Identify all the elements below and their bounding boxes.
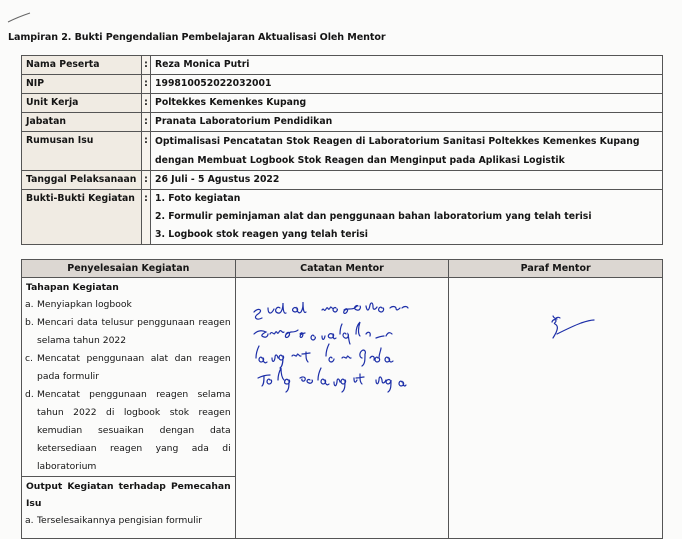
- bukti-number: 3.: [155, 229, 166, 240]
- bukti-text: Formulir peminjaman alat dan penggunaan bahan laboratorium yang telah terisi: [168, 211, 592, 222]
- colon: :: [142, 56, 151, 75]
- info-label: NIP: [22, 75, 142, 94]
- info-label: Unit Kerja: [22, 94, 142, 113]
- item-text: Mencari data telusur penggunaan reagen selama tahun 2022: [37, 317, 231, 346]
- header-penyelesaian: Penyelesaian Kegiatan: [22, 260, 236, 278]
- bukti-item: [155, 208, 658, 226]
- info-label: Bukti-Bukti Kegiatan: [22, 190, 142, 245]
- info-row-tanggal: [22, 171, 663, 190]
- tahapan-title: Tahapan Kegiatan: [26, 282, 119, 293]
- info-row-jabatan: [22, 113, 663, 132]
- info-value-nama: Reza Monica Putri: [151, 56, 663, 75]
- handwriting-stroke: [254, 322, 392, 344]
- bukti-number: 1.: [155, 193, 166, 204]
- colon: :: [142, 75, 151, 94]
- section-divider: [22, 476, 235, 530]
- pen-mark: [6, 12, 32, 24]
- item-letter: d.: [25, 389, 34, 400]
- participant-info-table: [21, 55, 663, 245]
- colon: :: [142, 113, 151, 132]
- colon: :: [142, 190, 151, 245]
- handwritten-note: [236, 278, 449, 538]
- info-label: Jabatan: [22, 113, 142, 132]
- mentor-table-header: [22, 260, 663, 278]
- info-label: Nama Peserta: [22, 56, 142, 75]
- page-heading: Lampiran 2. Bukti Pengendalian Pembelajaran Aktualisasi Oleh Mentor: [8, 32, 386, 43]
- info-label: Rumusan Isu: [22, 132, 142, 171]
- item-letter: a.: [25, 299, 34, 310]
- item-text: Terselesaikannya pengisian formulir: [37, 515, 203, 526]
- catatan-cell: [235, 278, 449, 539]
- info-row-unit: [22, 94, 663, 113]
- list-item: [22, 386, 235, 476]
- bukti-item: [155, 190, 658, 208]
- handwriting-stroke: [322, 303, 408, 313]
- bukti-number: 2.: [155, 211, 166, 222]
- info-value-unit: Poltekkes Kemenkes Kupang: [151, 94, 663, 113]
- header-catatan: Catatan Mentor: [235, 260, 449, 278]
- bukti-list: [151, 190, 663, 245]
- info-value-nip: 199810052022032001: [151, 75, 663, 94]
- info-label: Tanggal Pelaksanaan: [22, 171, 142, 190]
- item-letter: c.: [25, 353, 33, 364]
- mentor-control-table: [21, 259, 663, 539]
- info-row-nama: [22, 56, 663, 75]
- output-title: Output Kegiatan terhadap Pemecahan Isu: [26, 481, 231, 509]
- paraf-cell: [449, 278, 663, 539]
- list-item: [22, 296, 235, 314]
- bukti-item: [155, 226, 658, 244]
- mentor-signature: [449, 278, 661, 358]
- mentor-table-body: [22, 278, 663, 539]
- handwriting-svg: [236, 278, 448, 398]
- info-value-jabatan: Pranata Laboratorium Pendidikan: [151, 113, 663, 132]
- handwriting-stroke: [254, 302, 306, 319]
- list-item: [22, 350, 235, 386]
- colon: :: [142, 132, 151, 171]
- item-text: Mencatat penggunaan alat dan reagen pada formulir: [37, 353, 231, 382]
- info-row-bukti: [22, 190, 663, 245]
- bukti-text: Foto kegiatan: [168, 193, 241, 204]
- item-text: Menyiapkan logbook: [37, 299, 132, 310]
- colon: :: [142, 171, 151, 190]
- info-row-rumusan: [22, 132, 663, 171]
- item-letter: b.: [25, 317, 34, 328]
- handwriting-stroke: [258, 368, 406, 392]
- list-item: [22, 512, 235, 530]
- bukti-text: Logbook stok reagen yang telah terisi: [168, 229, 368, 240]
- info-value-rumusan: Optimalisasi Pencatatan Stok Reagen di Laboratorium Sanitasi Poltekkes Kemenkes Kupang dengan Membuat Logbook Stok Reagen dan Menginput pada Aplikasi Logistik: [151, 132, 663, 171]
- handwriting-stroke: [256, 344, 393, 368]
- header-paraf: Paraf Mentor: [449, 260, 663, 278]
- item-letter: a.: [25, 515, 34, 526]
- list-item: [22, 314, 235, 350]
- penyelesaian-cell: [22, 278, 236, 539]
- colon: :: [142, 94, 151, 113]
- info-value-tanggal: 26 Juli - 5 Agustus 2022: [151, 171, 663, 190]
- item-text: Mencatat penggunaan reagen selama tahun 2022 di logbook stok reagen kemudian sesuaikan dengan data ketersediaan reagen yang ada di laboratorium: [37, 389, 231, 472]
- info-row-nip: [22, 75, 663, 94]
